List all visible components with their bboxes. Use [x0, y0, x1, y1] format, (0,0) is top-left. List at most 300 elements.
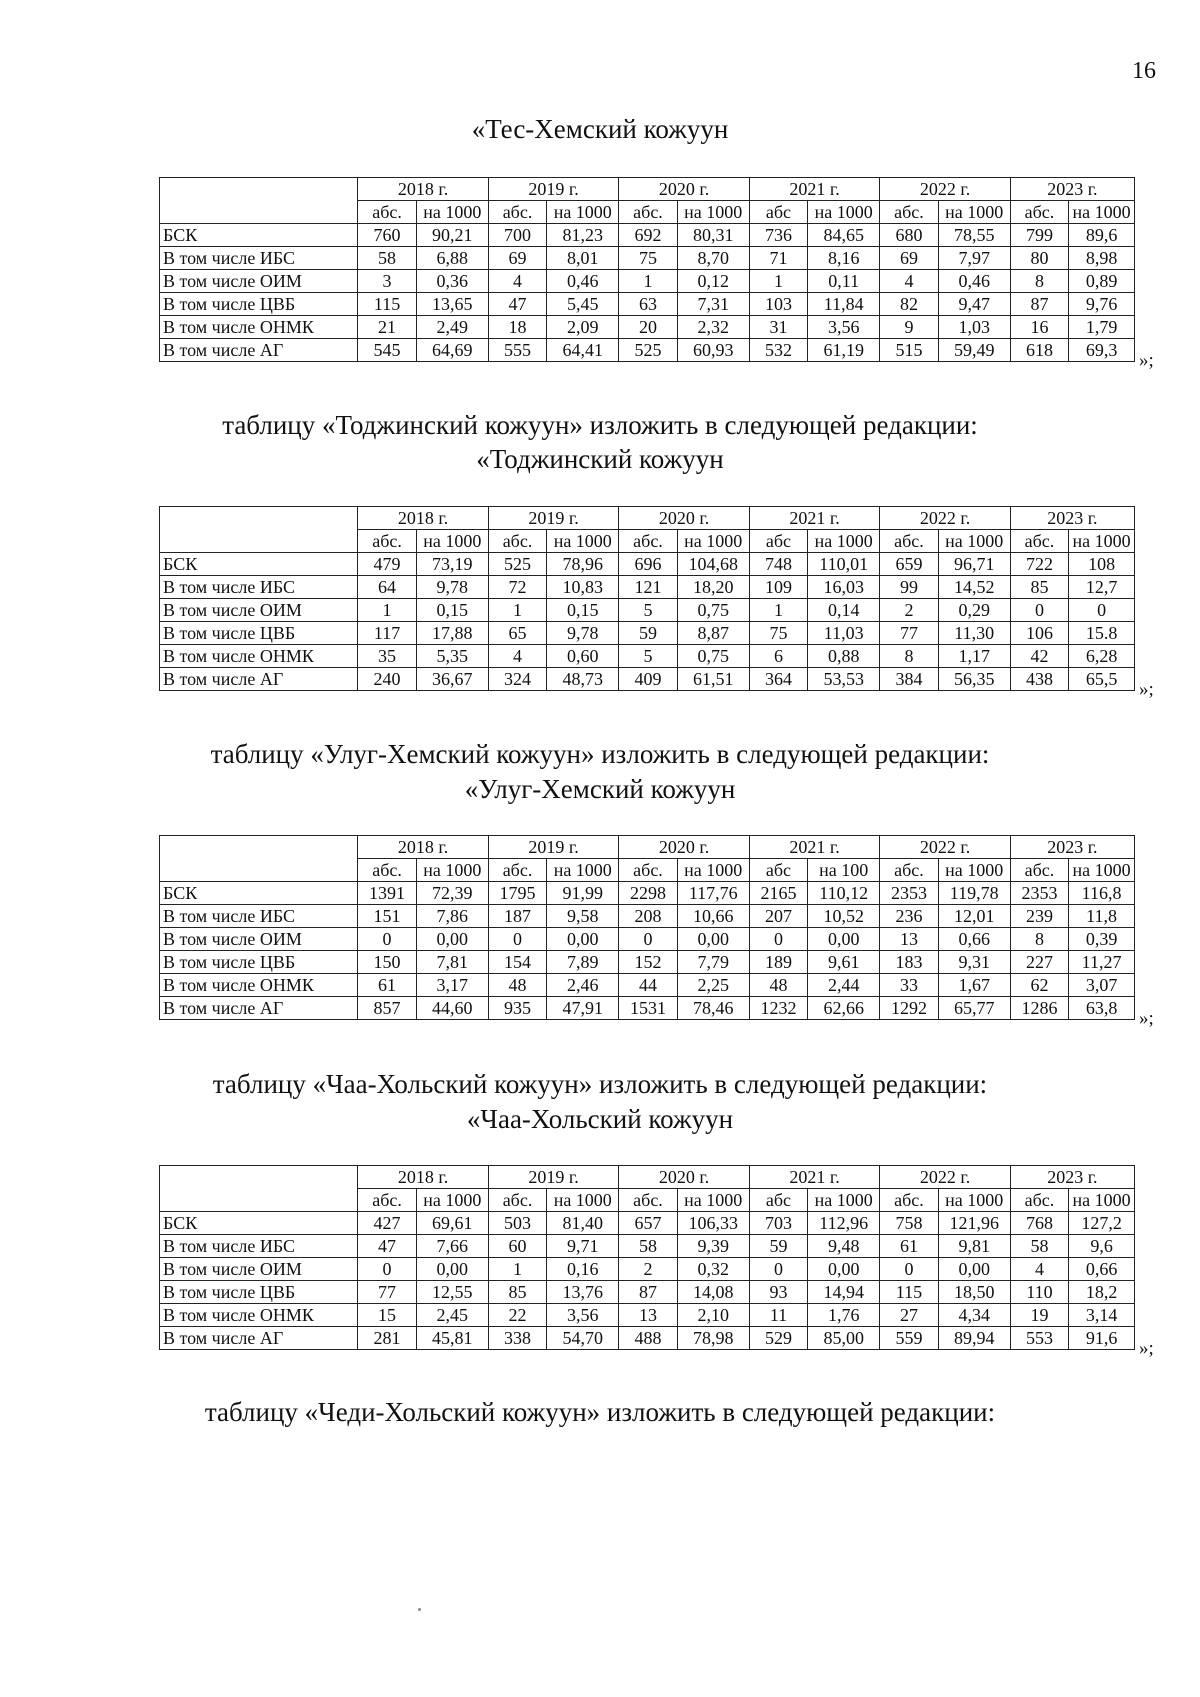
column-subheader: на 1000 — [938, 1189, 1010, 1212]
column-subheader: абс. — [358, 201, 416, 224]
table-cell: 15.8 — [1069, 622, 1135, 645]
table-cell: 10,83 — [547, 576, 619, 599]
row-label: В том числе ЦВБ — [160, 1281, 358, 1304]
table-cell: 1391 — [358, 882, 416, 905]
stats-table — [159, 835, 1135, 1020]
row-label: В том числе ОНМК — [160, 1304, 358, 1327]
table-cell: 104,68 — [677, 553, 749, 576]
year-header: 2019 г. — [488, 178, 618, 201]
column-subheader: абс. — [1010, 201, 1068, 224]
table-cell: 760 — [358, 224, 416, 247]
table-cell: 18,20 — [677, 576, 749, 599]
year-header: 2018 г. — [358, 178, 488, 201]
table-cell: 96,71 — [938, 553, 1010, 576]
table-cell: 409 — [619, 668, 677, 691]
table-cell: 8 — [1010, 928, 1068, 951]
row-label: В том числе АГ — [160, 1327, 358, 1350]
header-corner-cell — [160, 507, 358, 553]
table-cell: 768 — [1010, 1212, 1068, 1235]
table-cell: 1286 — [1010, 997, 1068, 1020]
table-cell: 11,03 — [808, 622, 880, 645]
table-ulug-khem — [159, 835, 1135, 1020]
column-subheader: на 1000 — [416, 530, 488, 553]
year-header: 2020 г. — [619, 507, 749, 530]
table-cell: 72,39 — [416, 882, 488, 905]
table-row — [160, 1235, 1135, 1258]
table-cell: 5 — [619, 599, 677, 622]
table-cell: 18 — [488, 316, 546, 339]
row-label: В том числе ОИМ — [160, 928, 358, 951]
table-cell: 47 — [488, 293, 546, 316]
year-header: 2019 г. — [488, 1166, 618, 1189]
table-cell: 117,76 — [677, 882, 749, 905]
table-cell: 0 — [488, 928, 546, 951]
table-cell: 0,00 — [677, 928, 749, 951]
stats-table — [159, 1165, 1135, 1350]
table-cell: 78,96 — [547, 553, 619, 576]
table-cell: 9,78 — [416, 576, 488, 599]
table-cell: 14,08 — [677, 1281, 749, 1304]
table-cell: 13,65 — [416, 293, 488, 316]
table-cell: 85,00 — [808, 1327, 880, 1350]
table-cell: 58 — [358, 247, 416, 270]
table-cell: 0,39 — [1069, 928, 1135, 951]
table-cell: 525 — [619, 339, 677, 362]
row-label: БСК — [160, 882, 358, 905]
table-cell: 4,34 — [938, 1304, 1010, 1327]
table-cell: 8 — [1010, 270, 1068, 293]
closing-mark-todzha: »; — [1139, 679, 1154, 700]
row-label: В том числе АГ — [160, 997, 358, 1020]
table-cell: 3,17 — [416, 974, 488, 997]
page-number: 16 — [1132, 58, 1156, 84]
year-header: 2019 г. — [488, 507, 618, 530]
table-cell: 62 — [1010, 974, 1068, 997]
column-subheader: на 1000 — [416, 1189, 488, 1212]
table-cell: 84,65 — [808, 224, 880, 247]
table-cell: 2 — [880, 599, 938, 622]
table-cell: 47,91 — [547, 997, 619, 1020]
table-cell: 8,16 — [808, 247, 880, 270]
table-cell: 555 — [488, 339, 546, 362]
table-cell: 680 — [880, 224, 938, 247]
table-cell: 1,03 — [938, 316, 1010, 339]
table-cell: 48 — [749, 974, 807, 997]
table-cell: 2,09 — [547, 316, 619, 339]
closing-mark-ulug-khem: »; — [1139, 1008, 1154, 1029]
column-subheader: абс — [749, 1189, 807, 1212]
row-label: БСК — [160, 1212, 358, 1235]
table-cell: 703 — [749, 1212, 807, 1235]
table-cell: 1795 — [488, 882, 546, 905]
table-cell: 9,71 — [547, 1235, 619, 1258]
table-cell: 479 — [358, 553, 416, 576]
table-cell: 7,79 — [677, 951, 749, 974]
row-label: В том числе ИБС — [160, 905, 358, 928]
column-subheader: абс. — [488, 859, 546, 882]
table-row — [160, 668, 1135, 691]
table-cell: 3,14 — [1069, 1304, 1135, 1327]
table-cell: 61,51 — [677, 668, 749, 691]
table-cell: 8,70 — [677, 247, 749, 270]
year-header: 2023 г. — [1010, 507, 1134, 530]
table-cell: 7,81 — [416, 951, 488, 974]
table-row — [160, 599, 1135, 622]
table-cell: 91,6 — [1069, 1327, 1135, 1350]
table-cell: 17,88 — [416, 622, 488, 645]
table-cell: 56,35 — [938, 668, 1010, 691]
table-cell: 65,5 — [1069, 668, 1135, 691]
row-label: В том числе ОИМ — [160, 1258, 358, 1281]
table-cell: 99 — [880, 576, 938, 599]
year-header: 2021 г. — [749, 836, 879, 859]
table-cell: 0,36 — [416, 270, 488, 293]
table-cell: 1 — [488, 1258, 546, 1281]
table-cell: 3,56 — [808, 316, 880, 339]
table-cell: 69 — [880, 247, 938, 270]
table-cell: 19 — [1010, 1304, 1068, 1327]
table-cell: 110,01 — [808, 553, 880, 576]
column-subheader: на 1000 — [808, 530, 880, 553]
table-cell: 0,89 — [1069, 270, 1135, 293]
table-cell: 438 — [1010, 668, 1068, 691]
column-subheader: на 1000 — [416, 201, 488, 224]
table-cell: 31 — [749, 316, 807, 339]
year-header: 2023 г. — [1010, 836, 1134, 859]
table-cell: 239 — [1010, 905, 1068, 928]
table-cell: 9,47 — [938, 293, 1010, 316]
year-header: 2022 г. — [880, 507, 1010, 530]
table-cell: 9 — [880, 316, 938, 339]
table-todzha — [159, 506, 1135, 691]
column-subheader: абс. — [880, 859, 938, 882]
table-cell: 18,50 — [938, 1281, 1010, 1304]
table-cell: 62,66 — [808, 997, 880, 1020]
stats-table — [159, 177, 1135, 362]
table-cell: 3,56 — [547, 1304, 619, 1327]
table-cell: 532 — [749, 339, 807, 362]
column-subheader: абс. — [880, 201, 938, 224]
table-cell: 110,12 — [808, 882, 880, 905]
year-header: 2022 г. — [880, 1166, 1010, 1189]
table-cell: 0,12 — [677, 270, 749, 293]
table-cell: 127,2 — [1069, 1212, 1135, 1235]
table-cell: 9,6 — [1069, 1235, 1135, 1258]
table-cell: 13,76 — [547, 1281, 619, 1304]
column-subheader: абс — [749, 859, 807, 882]
year-header-row — [160, 836, 1135, 859]
table-row — [160, 247, 1135, 270]
table-cell: 857 — [358, 997, 416, 1020]
table-cell: 1,76 — [808, 1304, 880, 1327]
column-subheader: на 1000 — [808, 1189, 880, 1212]
table-cell: 4 — [488, 645, 546, 668]
table-cell: 69 — [488, 247, 546, 270]
table-cell: 1531 — [619, 997, 677, 1020]
table-cell: 0,75 — [677, 645, 749, 668]
table-cell: 2 — [619, 1258, 677, 1281]
table-cell: 35 — [358, 645, 416, 668]
table-cell: 0 — [619, 928, 677, 951]
table-cell: 1 — [358, 599, 416, 622]
table-cell: 87 — [1010, 293, 1068, 316]
column-subheader: абс. — [1010, 859, 1068, 882]
row-label: БСК — [160, 224, 358, 247]
year-header: 2021 г. — [749, 507, 879, 530]
table-cell: 722 — [1010, 553, 1068, 576]
table-cell: 78,55 — [938, 224, 1010, 247]
table-cell: 21 — [358, 316, 416, 339]
table-cell: 696 — [619, 553, 677, 576]
column-subheader: на 1000 — [938, 201, 1010, 224]
table-cell: 227 — [1010, 951, 1068, 974]
table-cell: 700 — [488, 224, 546, 247]
year-header: 2023 г. — [1010, 1166, 1134, 1189]
table-cell: 11,8 — [1069, 905, 1135, 928]
table-cell: 64 — [358, 576, 416, 599]
table-cell: 183 — [880, 951, 938, 974]
column-subheader: на 1000 — [1069, 859, 1135, 882]
table-cell: 13 — [619, 1304, 677, 1327]
table-cell: 384 — [880, 668, 938, 691]
table-cell: 2,49 — [416, 316, 488, 339]
table-cell: 6,88 — [416, 247, 488, 270]
table-cell: 0 — [749, 928, 807, 951]
table-row — [160, 1327, 1135, 1350]
table-cell: 12,7 — [1069, 576, 1135, 599]
table-cell: 11,30 — [938, 622, 1010, 645]
table-cell: 121 — [619, 576, 677, 599]
column-subheader: на 1000 — [938, 859, 1010, 882]
table-title-chaa-khol: «Чаа-Хольский кожуун — [466, 1104, 734, 1134]
column-subheader: абс. — [488, 201, 546, 224]
table-cell: 1 — [749, 599, 807, 622]
table-cell: 427 — [358, 1212, 416, 1235]
table-cell: 48 — [488, 974, 546, 997]
table-cell: 7,86 — [416, 905, 488, 928]
table-cell: 8,87 — [677, 622, 749, 645]
column-subheader: на 1000 — [547, 201, 619, 224]
table-cell: 5,35 — [416, 645, 488, 668]
table-cell: 44 — [619, 974, 677, 997]
table-row — [160, 1281, 1135, 1304]
scan-speck — [418, 1608, 421, 1611]
table-cell: 208 — [619, 905, 677, 928]
column-subheader: на 1000 — [938, 530, 1010, 553]
table-cell: 110 — [1010, 1281, 1068, 1304]
column-subheader: абс. — [488, 1189, 546, 1212]
table-cell: 61 — [358, 974, 416, 997]
table-cell: 59 — [749, 1235, 807, 1258]
table-cell: 187 — [488, 905, 546, 928]
table-cell: 65 — [488, 622, 546, 645]
amendment-instruction-todzha: таблицу «Тоджинский кожуун» изложить в следующей редакции: — [222, 410, 978, 440]
table-cell: 13 — [880, 928, 938, 951]
table-cell: 0,66 — [938, 928, 1010, 951]
table-cell: 0 — [358, 1258, 416, 1281]
table-cell: 90,21 — [416, 224, 488, 247]
table-cell: 7,97 — [938, 247, 1010, 270]
table-cell: 2353 — [880, 882, 938, 905]
year-header-row — [160, 1166, 1135, 1189]
table-cell: 5,45 — [547, 293, 619, 316]
column-subheader: на 1000 — [808, 201, 880, 224]
table-cell: 116,8 — [1069, 882, 1135, 905]
table-cell: 53,53 — [808, 668, 880, 691]
table-cell: 89,94 — [938, 1327, 1010, 1350]
table-row — [160, 1304, 1135, 1327]
table-cell: 11 — [749, 1304, 807, 1327]
table-cell: 64,69 — [416, 339, 488, 362]
column-subheader: на 1000 — [677, 1189, 749, 1212]
row-label: В том числе ИБС — [160, 247, 358, 270]
table-cell: 0,46 — [547, 270, 619, 293]
year-header: 2018 г. — [358, 836, 488, 859]
table-row — [160, 316, 1135, 339]
column-subheader: абс. — [1010, 1189, 1068, 1212]
table-row — [160, 951, 1135, 974]
table-cell: 61,19 — [808, 339, 880, 362]
table-cell: 11,27 — [1069, 951, 1135, 974]
table-cell: 10,66 — [677, 905, 749, 928]
table-cell: 59,49 — [938, 339, 1010, 362]
column-subheader: абс. — [619, 859, 677, 882]
table-cell: 618 — [1010, 339, 1068, 362]
row-label: В том числе ЦВБ — [160, 622, 358, 645]
table-cell: 2,45 — [416, 1304, 488, 1327]
column-subheader: абс. — [358, 859, 416, 882]
table-cell: 27 — [880, 1304, 938, 1327]
table-cell: 324 — [488, 668, 546, 691]
table-cell: 85 — [488, 1281, 546, 1304]
table-cell: 0,75 — [677, 599, 749, 622]
table-cell: 0,88 — [808, 645, 880, 668]
table-cell: 748 — [749, 553, 807, 576]
row-label: В том числе ОИМ — [160, 270, 358, 293]
table-cell: 93 — [749, 1281, 807, 1304]
closing-mark-tes-khem: »; — [1139, 350, 1154, 371]
year-header: 2021 г. — [749, 178, 879, 201]
table-cell: 82 — [880, 293, 938, 316]
row-label: В том числе АГ — [160, 339, 358, 362]
table-cell: 9,48 — [808, 1235, 880, 1258]
column-subheader: абс. — [880, 530, 938, 553]
table-cell: 1232 — [749, 997, 807, 1020]
table-row — [160, 553, 1135, 576]
table-cell: 106 — [1010, 622, 1068, 645]
table-cell: 150 — [358, 951, 416, 974]
amendment-instruction-chedi-khol: таблицу «Чеди-Хольский кожуун» изложить в следующей редакции: — [204, 1397, 996, 1427]
table-cell: 1 — [619, 270, 677, 293]
table-cell: 112,96 — [808, 1212, 880, 1235]
year-header: 2020 г. — [619, 1166, 749, 1189]
column-subheader: абс. — [880, 1189, 938, 1212]
table-cell: 503 — [488, 1212, 546, 1235]
table-cell: 6,28 — [1069, 645, 1135, 668]
table-cell: 106,33 — [677, 1212, 749, 1235]
column-subheader: абс. — [358, 530, 416, 553]
table-cell: 0 — [358, 928, 416, 951]
row-label: В том числе АГ — [160, 668, 358, 691]
table-row — [160, 224, 1135, 247]
table-row — [160, 928, 1135, 951]
table-cell: 1 — [749, 270, 807, 293]
amendment-instruction-ulug-khem: таблицу «Улуг-Хемский кожуун» изложить в следующей редакции: — [210, 739, 990, 769]
table-cell: 20 — [619, 316, 677, 339]
table-row — [160, 339, 1135, 362]
table-cell: 1,79 — [1069, 316, 1135, 339]
row-label: В том числе ЦВБ — [160, 293, 358, 316]
table-cell: 81,23 — [547, 224, 619, 247]
table-cell: 47 — [358, 1235, 416, 1258]
table-row — [160, 1258, 1135, 1281]
year-header-row — [160, 178, 1135, 201]
table-cell: 692 — [619, 224, 677, 247]
table-cell: 12,55 — [416, 1281, 488, 1304]
table-cell: 189 — [749, 951, 807, 974]
table-cell: 16,03 — [808, 576, 880, 599]
table-title-ulug-khem: «Улуг-Хемский кожуун — [464, 774, 736, 804]
column-subheader: абс. — [619, 201, 677, 224]
column-subheader: абс. — [358, 1189, 416, 1212]
table-cell: 63 — [619, 293, 677, 316]
table-cell: 0,46 — [938, 270, 1010, 293]
table-cell: 9,81 — [938, 1235, 1010, 1258]
column-subheader: на 1000 — [547, 1189, 619, 1212]
table-cell: 119,78 — [938, 882, 1010, 905]
table-cell: 2,44 — [808, 974, 880, 997]
table-cell: 0,14 — [808, 599, 880, 622]
year-header: 2022 г. — [880, 178, 1010, 201]
table-cell: 65,77 — [938, 997, 1010, 1020]
table-cell: 151 — [358, 905, 416, 928]
table-cell: 58 — [619, 1235, 677, 1258]
table-row — [160, 974, 1135, 997]
column-subheader: на 1000 — [1069, 201, 1135, 224]
table-cell: 0,66 — [1069, 1258, 1135, 1281]
table-cell: 115 — [880, 1281, 938, 1304]
table-cell: 8 — [880, 645, 938, 668]
table-cell: 64,41 — [547, 339, 619, 362]
table-cell: 799 — [1010, 224, 1068, 247]
year-header: 2020 г. — [619, 836, 749, 859]
table-cell: 9,61 — [808, 951, 880, 974]
table-cell: 3,07 — [1069, 974, 1135, 997]
table-cell: 44,60 — [416, 997, 488, 1020]
table-cell: 9,76 — [1069, 293, 1135, 316]
column-subheader: абс. — [488, 530, 546, 553]
year-header: 2018 г. — [358, 1166, 488, 1189]
table-cell: 78,98 — [677, 1327, 749, 1350]
table-cell: 12,01 — [938, 905, 1010, 928]
table-cell: 7,66 — [416, 1235, 488, 1258]
table-cell: 9,78 — [547, 622, 619, 645]
table-cell: 338 — [488, 1327, 546, 1350]
table-cell: 4 — [1010, 1258, 1068, 1281]
column-subheader: на 1000 — [677, 201, 749, 224]
column-subheader: на 100 — [808, 859, 880, 882]
table-row — [160, 576, 1135, 599]
row-label: В том числе ОНМК — [160, 645, 358, 668]
table-cell: 109 — [749, 576, 807, 599]
table-cell: 45,81 — [416, 1327, 488, 1350]
table-title-tes-khem: «Тес-Хемский кожуун — [471, 114, 729, 144]
row-label: БСК — [160, 553, 358, 576]
table-cell: 281 — [358, 1327, 416, 1350]
table-chaa-khol — [159, 1165, 1135, 1350]
column-subheader: на 1000 — [677, 530, 749, 553]
table-cell: 87 — [619, 1281, 677, 1304]
